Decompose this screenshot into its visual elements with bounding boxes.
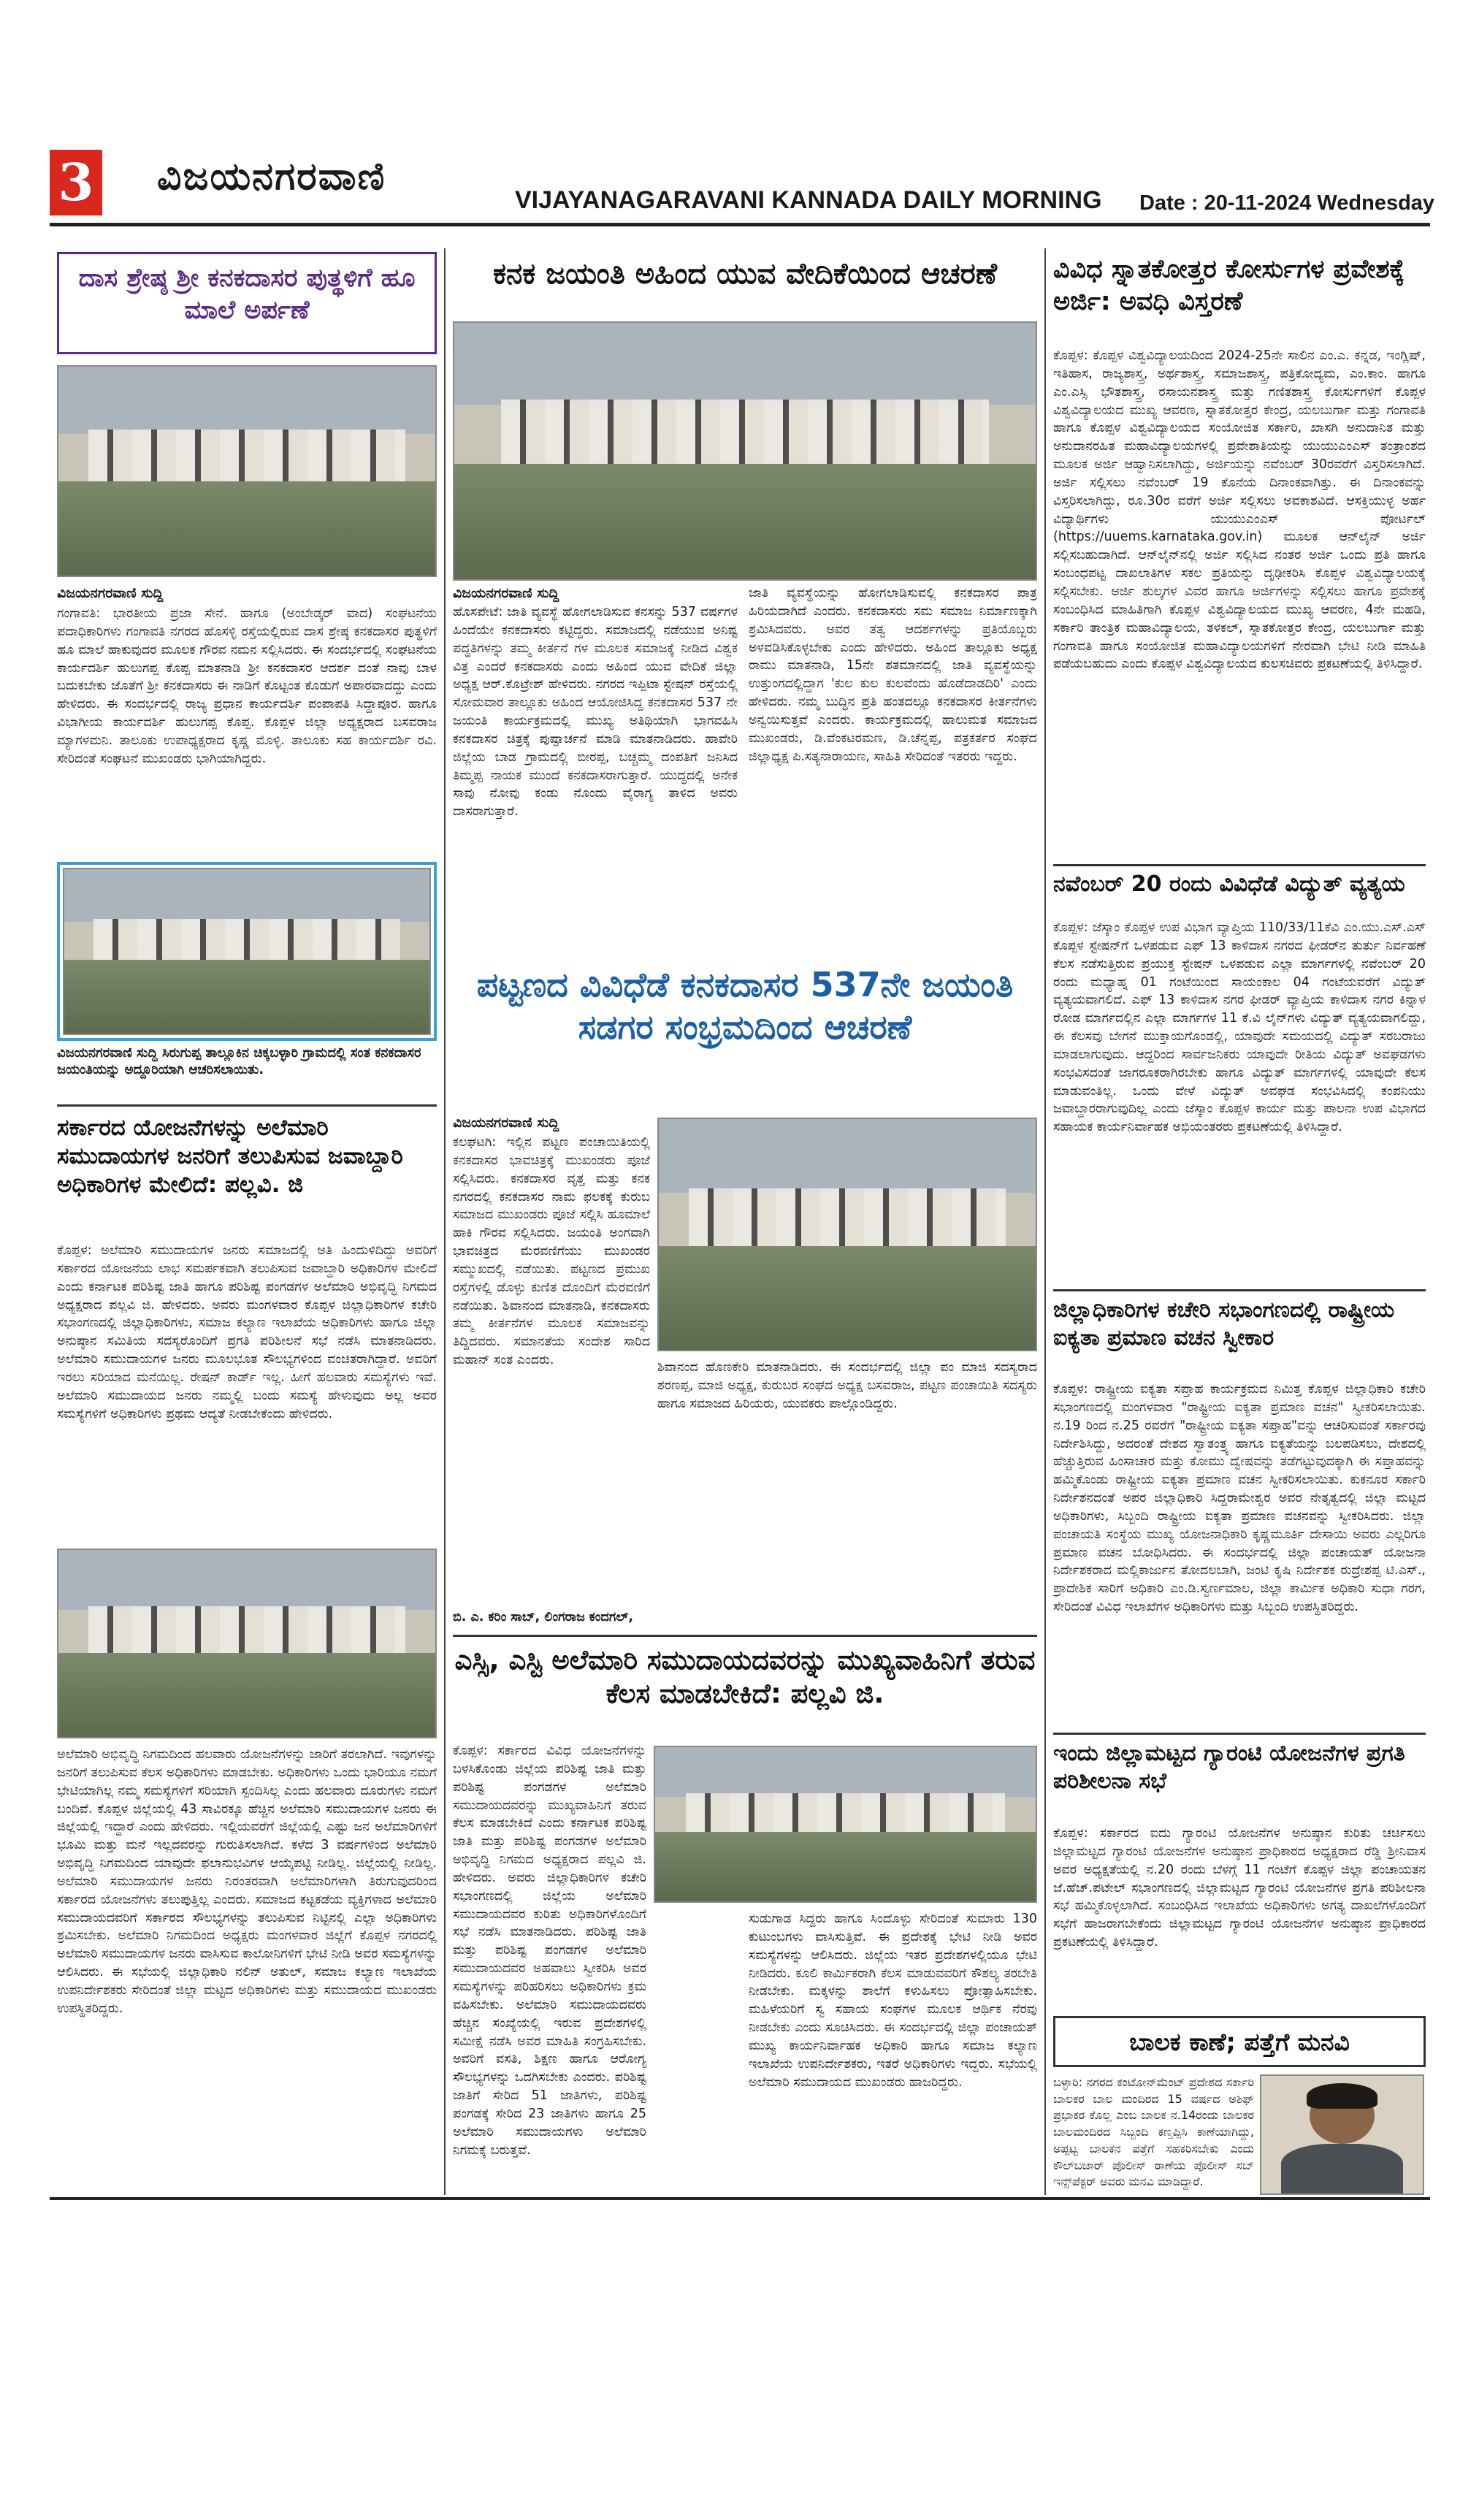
- article-headline: ವಿವಿಧ ಸ್ನಾತಕೋತ್ತರ ಕೋರ್ಸುಗಳ ಪ್ರವೇಶಕ್ಕೆ ಅರ್ಜಿ: ಅವಧಿ ವಿಸ್ತರಣೆ: [1053, 255, 1405, 316]
- article-body-continued: ಜಾತಿ ವ್ಯವಸ್ಥೆಯನ್ನು ಹೋಗಲಾಡಿಸುವಲ್ಲಿ ಕನಕದಾಸರ ಪಾತ್ರ ಹಿರಿಯದಾಗಿದೆ ಎಂದರು. ಕನಕದಾಸರು ಸಮ ಸಮಾಜ ನಿರ್ಮಾಣಕ್ಕಾಗಿ ಶ್ರಮಿಸಿದವರು. ಅವರ ತತ್ವ ಆದರ್ಶಗಳನ್ನು ಪ್ರತಿಯೊಬ್ಬರು ಅಳವಡಿಸಿಕೊಳ್ಳಬೇಕು ಎಂದು ಹೇಳಿದರು. ಅಹಿಂದ ತಾಲ್ಲೂಕು ಅಧ್ಯಕ್ಷ ರಾಮು ಮಾತನಾಡಿ, 15ನೇ ಶತಮಾನದಲ್ಲಿ ಜಾತಿ ವ್ಯವಸ್ಥೆಯನ್ನು ಉತ್ತುಂಗದಲ್ಲಿದ್ದಾಗ 'ಕುಲ ಕುಲ ಕುಲವೆಂದು ಹೊಡೆದಾಡದಿರಿ' ಎಂದು ಹೇಳಿದರು. ನಮ್ಮ ಬುದ್ಧಿನ ಪ್ರತಿ ಹಂತದಲ್ಲೂ ಕನಕದಾಸರ ಕೀರ್ತನೆಗಳು ಅನ್ವಯಿಸುತ್ತವೆ ಎಂದರು. ಕಾರ್ಯಕ್ರಮದಲ್ಲಿ ಹಾಲುಮತ ಸಮಾಜದ ಮುಖಂಡರು, ಡಿ.ವೆಂಕಟರಮಣ, ಡಿ.ಚೆನ್ನಪ್ಪ, ಪತ್ರಕರ್ತರ ಸಂಘದ ಜಿಲ್ಲಾಧ್ಯಕ್ಷ ಪಿ.ಸತ್ಯನಾರಾಯಣ, ಸಾಹಿತಿ ಸೇರಿದಂತೆ ಇತರರು ಇದ್ದರು.: [749, 586, 1037, 764]
- photo-town-celebration: [657, 1118, 1037, 1351]
- photo-statue-garland: [57, 365, 437, 577]
- article-separator: [1053, 1289, 1426, 1291]
- article-body-continued: ಶಿವಾನಂದ ಹೊಣಕೇರಿ ಮಾತನಾಡಿದರು. ಈ ಸಂದರ್ಭದಲ್ಲಿ ಜಿಲ್ಲಾ ಪಂ ಮಾಜಿ ಸದಸ್ಯರಾದ ಶರಣಪ್ಪ, ಮಾಜಿ ಅಧ್ಯಕ್ಷ, ಕುರುಬರ ಸಂಘದ ಅಧ್ಯಕ್ಷ ಬಸವರಾಜ, ಪಟ್ಟಣ ಪಂಚಾಯಿತಿ ಸದಸ್ಯರು ಹಾಗೂ ಸಮಾಜದ ಹಿರಿಯರು, ಯುವಕರು ಪಾಲ್ಗೊಂಡಿದ್ದರು.: [657, 1360, 1037, 1411]
- article-body: ಬಳ್ಳಾರಿ: ನಗರದ ಕಂಟೋನ್‌ಮೆಂಟ್ ಪ್ರದೇಶದ ಸರ್ಕಾರಿ ಬಾಲಕರ ಬಾಲ ಮಂದಿರದ 15 ವರ್ಷದ ಅಶಿಫ್ ಪ್ರಭಾಕರ ಕೊಲ್ಲ ಎಂಬ ಬಾಲಕ ನ.14ರಂದು ಬಾಲಕರ ಬಾಲಮಂದಿರದ ಸಿಬ್ಬಂದಿ ಕಣ್ತಪ್ಪಿಸಿ ಕಾಣೆಯಾಗಿದ್ದು, ಅಪ್ಪಟ್ಟ ಬಾಲಕನ ಪತ್ತೆಗೆ ಸಹಕರಿಸಬೇಕು ಎಂದು ಕೌಲ್‌ಬಜಾರ್ ಪೊಲೀಸ್ ಠಾಣೆಯ ಪೊಲೀಸ್ ಸಬ್ ಇನ್ಸ್‌ಪೆಕ್ಟರ್ ಅವರು ಮನವಿ ಮಾಡಿದ್ದಾರೆ.: [1053, 2075, 1254, 2189]
- photo-jayanti-children: [57, 862, 437, 1041]
- article-headline: ಜಿಲ್ಲಾಧಿಕಾರಿಗಳ ಕಚೇರಿ ಸಭಾಂಗಣದಲ್ಲಿ ರಾಷ್ಟ್ರೀಯ ಐಕ್ಯತಾ ಪ್ರಮಾಣ ವಚನ ಸ್ವೀಕಾರ: [1053, 1297, 1395, 1351]
- article-body: ಕೊಪ್ಪಳ: ಸರ್ಕಾರದ ಐದು ಗ್ಯಾರಂಟಿ ಯೋಜನೆಗಳ ಅನುಷ್ಠಾನ ಕುರಿತು ಚರ್ಚಿಸಲು ಜಿಲ್ಲಾಮಟ್ಟದ ಗ್ಯಾರಂಟಿ ಯೋಜನೆಗಳ ಅನುಷ್ಠಾನ ಪ್ರಾಧಿಕಾರದ ಅಧ್ಯಕ್ಷರಾದ ರೆಡ್ಡಿ ಶ್ರೀನಿವಾಸ ಅವರ ಅಧ್ಯಕ್ಷತೆಯಲ್ಲಿ ನ.20 ರಂದು ಬೆಳಗ್ಗೆ 11 ಗಂಟೆಗೆ ಕೊಪ್ಪಳ ಜಿಲ್ಲಾ ಪಂಚಾಯತನ ಜೆ.ಹೆಚ್.ಪಟೇಲ್ ಸಭಾಂಗಣದಲ್ಲಿ ಜಿಲ್ಲಾಮಟ್ಟದ ಗ್ಯಾರಂಟಿ ಯೋಜನೆಗಳ ಪ್ರಗತಿ ಪರಿಶೀಲನಾ ಸಭೆ ಹಮ್ಮಿಕೊಳ್ಳಲಾಗಿದೆ. ಸಂಬಂಧಿಸಿದ ಇಲಾಖೆಯ ಅಧಿಕಾರಿಗಳು ಅಗತ್ಯ ದಾಖಲೆಗಳೊಂದಿಗೆ ಸಭೆಗೆ ಹಾಜರಾಗಬೇಕೆಂದು ಜಿಲ್ಲಾಮಟ್ಟದ ಗ್ಯಾರಂಟಿ ಯೋಜನೆಗಳ ಅನುಷ್ಠಾನ ಪ್ರಾಧಿಕಾರದ ಪ್ರಕಟಣೆಯಲ್ಲಿ ತಿಳಿಸಿದ್ದಾರೆ.: [1053, 1826, 1426, 1950]
- photo-missing-boy: [1260, 2074, 1424, 2195]
- byline: ವಿಜಯನಗರವಾಣಿ ಸುದ್ದಿ: [453, 585, 559, 601]
- article-body: ಕಲಘಟಗಿ: ಇಲ್ಲಿನ ಪಟ್ಟಣ ಪಂಚಾಯಿತಿಯಲ್ಲಿ ಕನಕದಾಸರ ಭಾವಚಿತ್ರಕ್ಕೆ ಮುಖಂಡರು ಪೂಜೆ ಸಲ್ಲಿಸಿದರು. ಕನಕದಾಸರ ವೃತ್ತ ಮತ್ತು ಕನಕ ನಗರದಲ್ಲಿ ಕನಕದಾಸರ ನಾಮ ಫಲಕಕ್ಕೆ ಕುರುಬ ಸಮಾಜದ ಮುಖಂಡರು ಪೂಜೆ ಸಲ್ಲಿಸಿ ಹೂಮಾಲೆ ಹಾಕಿ ಗೌರವ ಸಲ್ಲಿಸಿದರು. ಜಯಂತಿ ಅಂಗವಾಗಿ ಭಾವಚಿತ್ರದ ಮೆರವಣಿಗೆಯು ಮುಖಂಡರ ಸಮ್ಮುಖದಲ್ಲಿ ನಡೆಯಿತು. ಪಟ್ಟಣದ ಪ್ರಮುಖ ರಸ್ತೆಗಳಲ್ಲಿ ಡೊಳ್ಳು ಕುಣಿತ ದೊಂದಿಗೆ ಮೆರವಣಿಗೆ ನಡೆಯಿತು. ಶಿವಾನಂದ ಮಾತನಾಡಿ, ಕನಕದಾಸರು ತಮ್ಮ ಕೀರ್ತನೆಗಳ ಮೂಲಕ ಸಮಾಜವನ್ನು ತಿದ್ದಿದವರು. ಸಮಾನತೆಯ ಸಂದೇಶ ಸಾರಿದ ಮಹಾನ್ ಸಂತ ಎಂದರು.: [453, 1135, 650, 1368]
- bottom-rule: [50, 2197, 1430, 2200]
- article-body: ಕೊಪ್ಪಳ: ಸರ್ಕಾರದ ವಿವಿಧ ಯೋಜನೆಗಳನ್ನು ಬಳಸಿಕೊಂಡು ಜಿಲ್ಲೆಯ ಪರಿಶಿಷ್ಟ ಜಾತಿ ಮತ್ತು ಪರಿಶಿಷ್ಟ ಪಂಗಡಗಳ ಅಲೆಮಾರಿ ಸಮುದಾಯದವರನ್ನು ಮುಖ್ಯವಾಹಿನಿಗೆ ತರುವ ಕೆಲಸ ಮಾಡಬೇಕಿದೆ ಎಂದು ಕರ್ನಾಟಕ ಪರಿಶಿಷ್ಟ ಜಾತಿ ಮತ್ತು ಪರಿಶಿಷ್ಟ ಪಂಗಡಗಳ ಅಲೆಮಾರಿ ಅಭಿವೃದ್ಧಿ ನಿಗಮದ ಅಧ್ಯಕ್ಷರಾದ ಪಲ್ಲವಿ ಜಿ. ಹೇಳಿದರು. ಅವರು ಜಿಲ್ಲಾಧಿಕಾರಿಗಳ ಕಚೇರಿ ಸಭಾಂಗಣದಲ್ಲಿ ಜಿಲ್ಲೆಯ ಅಲೆಮಾರಿ ಸಮುದಾಯದವರ ಕುರಿತು ಅಧಿಕಾರಿಗಳೊಂದಿಗೆ ಸಭೆ ನಡೆಸಿ ಮಾತನಾಡಿದರು. ಪರಿಶಿಷ್ಟ ಜಾತಿ ಮತ್ತು ಪರಿಶಿಷ್ಟ ಪಂಗಡಗಳ ಅಲೆಮಾರಿ ಸಮುದಾಯದವರ ಅಹವಾಲು ಸ್ವೀಕರಿಸಿ ಅವರ ಸಮಸ್ಯೆಗಳನ್ನು ಪರಿಹರಿಸಲು ಅಧಿಕಾರಿಗಳು ಕ್ರಮ ವಹಿಸಬೇಕು. ಅಲೆಮಾರಿ ಸಮುದಾಯದವರು ಹೆಚ್ಚಿನ ಸಂಖ್ಯೆಯಲ್ಲಿ ಇರುವ ಪ್ರದೇಶಗಳಲ್ಲಿ ಸಮೀಕ್ಷೆ ನಡೆಸಿ ಅವರ ಮಾಹಿತಿ ಸಂಗ್ರಹಿಸಬೇಕು. ಅವರಿಗೆ ವಸತಿ, ಶಿಕ್ಷಣ ಹಾಗೂ ಆರೋಗ್ಯ ಸೌಲಭ್ಯಗಳನ್ನು ಒದಗಿಸಬೇಕು ಎಂದರು. ಪರಿಶಿಷ್ಟ ಜಾತಿಗೆ ಸೇರಿದ 51 ಜಾತಿಗಳು, ಪರಿಶಿಷ್ಟ ಪಂಗಡಕ್ಕೆ ಸೇರಿದ 23 ಜಾತಿಗಳು ಹಾಗೂ 25 ಅಲೆಮಾರಿ ಸಮುದಾಯಗಳು ಅಲೆಮಾರಿ ನಿಗಮಕ್ಕೆ ಬರುತ್ತವೆ.: [453, 1744, 646, 2158]
- column-divider: [444, 248, 446, 2195]
- column-divider: [1044, 248, 1046, 2195]
- article-headline: ಎಸ್ಸಿ, ಎಸ್ಟಿ ಅಲೆಮಾರಿ ಸಮುದಾಯದವರನ್ನು ಮುಖ್ಯವಾಹಿನಿಗೆ ತರುವ ಕೆಲಸ ಮಾಡಬೇಕಿದೆ: ಪಲ್ಲವಿ ಜಿ.: [454, 1644, 1036, 1710]
- article-separator: [57, 1104, 437, 1107]
- article-headline: ಕನಕ ಜಯಂತಿ ಅಹಿಂದ ಯುವ ವೇದಿಕೆಯಿಂದ ಆಚರಣೆ: [493, 257, 997, 291]
- article-body: ಗಂಗಾವತಿ: ಭಾರತೀಯ ಪ್ರಜಾ ಸೇನೆ. ಹಾಗೂ (ಅಂಬೇಡ್ಕರ್ ವಾದ) ಸಂಘಟನೆಯ ಪದಾಧಿಕಾರಿಗಳು ಗಂಗಾವತಿ ನಗರದ ಹೊಸಳ್ಳಿ ರಸ್ತೆಯಲ್ಲಿರುವ ದಾಸ ಶ್ರೇಷ್ಠ ಕನಕದಾಸರ ಪುತ್ಥಳಿಗೆ ಹೂ ಮಾಲೆ ಹಾಕುವುದರ ಮೂಲಕ ಗೌರವ ನಮನ ಸಲ್ಲಿಸಿದರು. ಈ ಸಂದರ್ಭದಲ್ಲಿ ಸಂಘಟನೆಯ ಕಾರ್ಯದರ್ಶಿ ಹುಲುಗಪ್ಪ ಕೊಪ್ಪ ಮಾತನಾಡಿ ಶ್ರೀ ಕನಕದಾಸರ ಆದರ್ಶ ದಂತೆ ನಾವು ಬಾಳ ಬದುಕಬೇಕು ಜೊತೆಗೆ ಶ್ರೀ ಕನಕದಾಸರು ಈ ನಾಡಿಗೆ ಕೊಟ್ಟಂತ ಕೊಡುಗೆ ಅಪಾರವಾದದ್ದು ಎಂದು ಹೇಳಿದರು. ಈ ಸಂದರ್ಭದಲ್ಲಿ ರಾಜ್ಯ ಪ್ರಧಾನ ಕಾರ್ಯದರ್ಶಿ ಪಂಪಾಪತಿ ಸಿದ್ದಾಪೂರ. ಹಾಗೂ ವಿಭಾಗೀಯ ಕಾರ್ಯದರ್ಶಿ ಹುಲುಗಪ್ಪ ಕೊಪ್ಪ. ಕೊಪ್ಪಳ ಜಿಲ್ಲಾ ಅಧ್ಯಕ್ಷರಾದ ಬಸವರಾಜ ಮ್ಯಾಗಳಮನಿ. ತಾಲೂಕು ಉಪಾಧ್ಯಕ್ಷರಾದ ಕೃಷ್ಣ ಮೊಳ್ಳಿ. ತಾಲೂಕು ಸಹ ಕಾರ್ಯದರ್ಶಿ ರವಿ. ಸೇರಿದಂತೆ ಸಂಘಟನೆ ಮುಖಂಡರು ಭಾಗಿಯಾಗಿದ್ದರು.: [57, 606, 437, 766]
- article-headline: ನವೆಂಬರ್ 20 ರಂದು ವಿವಿಧೆಡೆ ವಿದ್ಯುತ್ ವ್ಯತ್ಯಯ: [1053, 871, 1405, 897]
- newspaper-title-kannada: ವಿಜಯನಗರವಾಣಿ: [157, 155, 386, 199]
- article-body: ಹೊಸಪೇಟೆ: ಜಾತಿ ವ್ಯವಸ್ಥೆ ಹೋಗಲಾಡಿಸುವ ಕನಸನ್ನು 537 ವರ್ಷಗಳ ಹಿಂದೆಯೇ ಕನಕದಾಸರು ಕಟ್ಟಿದ್ದರು. ಸಮಾಜದಲ್ಲಿ ನಡೆಯುವ ಅನಿಷ್ಟ ಪದ್ಧತಿಗಳನ್ನು ತಮ್ಮ ಕೀರ್ತನೆ ಗಳ ಮೂಲಕ ಸಮಾಜಕ್ಕೆ ನೀಡಿದ ವಿಶ್ವಕ ವಿತ್ರ ಎಂದರೆ ಕನಕದಾಸರು ಎಂದು ಅಹಿಂದ ಯುವ ವೇದಿಕೆ ಜಿಲ್ಲಾ ಅಧ್ಯಕ್ಷ ಆರ್.ಕೊಟ್ರೇಶ್ ಹೇಳಿದರು. ನಗರದ ಇಪ್ಪಿಟಾ ಸ್ಟೇಷನ್ ರಸ್ತೆಯಲ್ಲಿ ಸೋಮವಾರ ತಾಲ್ಲೂಕು ಅಹಿಂದ ಆಯೋಜಿಸಿದ್ದ ಕನಕದಾಸರ 537 ನೇ ಜಯಂತಿ ಕಾರ್ಯಕ್ರಮದಲ್ಲಿ ಮುಖ್ಯ ಅತಿಥಿಯಾಗಿ ಭಾಗವಹಿಸಿ ಕನಕದಾಸರ ಚಿತ್ರಕ್ಕೆ ಪುಷ್ಪಾರ್ಚನೆ ಮಾಡಿ ಮಾತನಾಡಿದರು. ಹಾವೇರಿ ಜಿಲ್ಲೆಯ ಬಾಡ ಗ್ರಾಮದಲ್ಲಿ ಬೀರಪ್ಪ, ಬಚ್ಚಮ್ಮ ದಂಪತಿಗೆ ಜನಿಸಿದ ತಿಮ್ಮಪ್ಪ ನಾಯಕ ಮುಂದೆ ಕನಕದಾಸರಾಗುತ್ತಾರೆ. ಯುದ್ಧದಲ್ಲಿ ಅನೇಕ ಸಾವು ನೋವು ಕಂಡು ನೊಂದು ವೈರಾಗ್ಯ ತಾಳಿದ ಅವರು ದಾಸರಾಗುತ್ತಾರೆ.: [453, 605, 738, 820]
- article-body-continued: ಸುಡುಗಾಡ ಸಿದ್ದರು ಹಾಗೂ ಸಿಂದೊಳ್ಳು ಸೇರಿದಂತೆ ಸುಮಾರು 130 ಕುಟುಂಬಗಳು ವಾಸಿಸುತ್ತಿವೆ. ಈ ಪ್ರದೇಶಕ್ಕೆ ಭೇಟಿ ನೀಡಿ ಅವರ ಸಮಸ್ಯೆಗಳನ್ನು ಆಲಿಸಿದರು. ಜಿಲ್ಲೆಯ ಇತರ ಪ್ರದೇಶಗಳಲ್ಲಿಯೂ ಭೇಟಿ ನೀಡಿದರು. ಕೂಲಿ ಕಾರ್ಮಿಕರಾಗಿ ಕೆಲಸ ಮಾಡುವವರಿಗೆ ಕೌಶಲ್ಯ ತರಬೇತಿ ನೀಡಬೇಕು. ಮಕ್ಕಳನ್ನು ಶಾಲೆಗೆ ಕಳುಹಿಸಲು ಪ್ರೋತ್ಸಾಹಿಸಬೇಕು. ಮಹಿಳೆಯರಿಗೆ ಸ್ವ ಸಹಾಯ ಸಂಘಗಳ ಮೂಲಕ ಆರ್ಥಿಕ ನೆರವು ನೀಡಬೇಕು ಎಂದು ಸೂಚಿಸಿದರು. ಈ ಸಂದರ್ಭದಲ್ಲಿ ಜಿಲ್ಲಾ ಪಂಚಾಯತ್ ಮುಖ್ಯ ಕಾರ್ಯನಿರ್ವಾಹಕ ಅಧಿಕಾರಿ ಹಾಗೂ ಸಮಾಜ ಕಲ್ಯಾಣ ಇಲಾಖೆಯ ಉಪನಿರ್ದೇಶಕರು, ಇತರೆ ಅಧಿಕಾರಿಗಳು ಇದ್ದರು. ಸಭೆಯಲ್ಲಿ ಅಲೆಮಾರಿ ಸಮುದಾಯದ ಮುಖಂಡರು ಹಾಜರಿದ್ದರು.: [749, 1912, 1037, 2090]
- issue-date: Date : 20-11-2024 Wednesday: [1139, 191, 1435, 215]
- article-separator: [453, 1635, 1037, 1637]
- article-separator: [1053, 864, 1426, 866]
- article-separator: [1053, 1733, 1426, 1735]
- article-body: ಕೊಪ್ಪಳ: ರಾಷ್ಟ್ರೀಯ ಐಕ್ಯತಾ ಸಪ್ತಾಹ ಕಾರ್ಯಕ್ರಮದ ನಿಮಿತ್ತ ಕೊಪ್ಪಳ ಜಿಲ್ಲಾಧಿಕಾರಿ ಕಚೇರಿ ಸಭಾಂಗಣದಲ್ಲಿ ಮಂಗಳವಾರ "ರಾಷ್ಟ್ರೀಯ ಐಕ್ಯತಾ ಪ್ರಮಾಣ ವಚನ" ಸ್ವೀಕರಿಸಲಾಯಿತು. ನ.19 ರಿಂದ ನ.25 ರವರೆಗೆ "ರಾಷ್ಟ್ರೀಯ ಐಕ್ಯತಾ ಸಪ್ತಾಹ"ವನ್ನು ಆಚರಿಸುವಂತೆ ಸರ್ಕಾರವು ನಿರ್ದೇಶಿಸಿದ್ದು, ಅದರಂತೆ ದೇಶದ ಸ್ವಾತಂತ್ರ್ಯ ಹಾಗೂ ಐಕ್ಯತೆಯನ್ನು ಬಲಪಡಿಸಲು, ದೇಶದಲ್ಲಿ ಹೆಚ್ಚುತ್ತಿರುವ ಹಿಂಸಾಚಾರ ಮತ್ತು ಕೋಮು ದ್ವೇಷವನ್ನು ತಡೆಗಟ್ಟುವುದಕ್ಕಾಗಿ ಈ ಸಪ್ತಾಹವನ್ನು ಹಮ್ಮಿಕೊಂಡು ರಾಷ್ಟ್ರೀಯ ಐಕ್ಯತಾ ಪ್ರಮಾಣ ವಚನ ಸ್ವೀಕರಿಸಲಾಯಿತು. ಕುಕನೂರ ಸರ್ಕಾರಿ ನಿರ್ದೇಶನದಂತೆ ಅಪರ ಜಿಲ್ಲಾಧಿಕಾರಿ ಸಿದ್ದರಾಮೇಶ್ವರ ಅವರ ನೇತೃತ್ವದಲ್ಲಿ ಜಿಲ್ಲಾ ಮಟ್ಟದ ಅಧಿಕಾರಿಗಳು, ಸಿಬ್ಬಂದಿ ರಾಷ್ಟ್ರೀಯ ಐಕ್ಯತಾ ಪ್ರಮಾಣ ವಚನವನ್ನು ಸ್ವೀಕರಿಸಿದರು. ಜಿಲ್ಲಾ ಪಂಚಾಯತಿ ಸಂಸ್ಥೆಯ ಮುಖ್ಯ ಯೋಜನಾಧಿಕಾರಿ ಕೃಷ್ಣಮೂರ್ತಿ ದೇಸಾಯಿ ಅವರು ಎಲ್ಲರಿಗೂ ಪ್ರಮಾಣ ವಚನ ಬೋಧಿಸಿದರು. ಈ ಸಂದರ್ಭದಲ್ಲಿ ಜಿಲ್ಲಾ ಪಂಚಾಯತ್ ಯೋಜನಾ ನಿರ್ದೇಶಕರಾದ ಮಲ್ಲಿಕಾರ್ಜುನ ತೋದಲಬಾಗಿ, ಜಂಟಿ ಕೃಷಿ ನಿರ್ದೇಶಕ ರುದ್ರೇಶಪ್ಪ ಟಿ.ಎಸ್., ಪ್ರಾದೇಶಿಕ ಸಾರಿಗೆ ಅಧಿಕಾರಿ ಎಂ.ಡಿ.ಸ್ವರ್ಣಮಾಲ, ಜಿಲ್ಲಾ ಕಾರ್ಮಿಕ ಅಧಿಕಾರಿ ಸುಧಾ ಗರಗ, ಸೇರಿದಂತೆ ವಿವಿಧ ಇಲಾಖೆಗಳ ಅಧಿಕಾರಿಗಳು ಮತ್ತು ಸಿಬ್ಬಂದಿ ಉಪಸ್ಥಿತರಿದ್ದರು.: [1053, 1382, 1426, 1615]
- photo-pallavi-press-meet: [654, 1746, 1037, 1903]
- photo-officers-meeting: [57, 1549, 437, 1738]
- article-body: ಕೊಪ್ಪಳ: ಕೊಪ್ಪಳ ವಿಶ್ವವಿದ್ಯಾಲಯದಿಂದ 2024-25ನೇ ಸಾಲಿನ ಎಂ.ಎ. ಕನ್ನಡ, ಇಂಗ್ಲಿಷ್, ಇತಿಹಾಸ, ರಾಜ್ಯಶಾಸ್ತ್ರ, ಅರ್ಥಶಾಸ್ತ್ರ, ಸಮಾಜಶಾಸ್ತ್ರ, ಪತ್ರಿಕೋದ್ಯಮ, ಎಂ.ಕಾಂ. ಹಾಗೂ ಎಂ.ಎಸ್ಸಿ ಭೌತಶಾಸ್ತ್ರ, ರಸಾಯನಶಾಸ್ತ್ರ ಮತ್ತು ಗಣಿತಶಾಸ್ತ್ರ ಕೋರ್ಸುಗಳಿಗೆ ಕೊಪ್ಪಳ ವಿಶ್ವವಿದ್ಯಾಲಯದ ಮುಖ್ಯ ಆವರಣ, ಸ್ನಾತಕೋತ್ತರ ಕೇಂದ್ರ, ಯಲಬುರ್ಗಾ ಮತ್ತು ಗಂಗಾವತಿ ಹಾಗೂ ಕೊಪ್ಪಳ ವಿಶ್ವವಿದ್ಯಾಲಯದ ಸಂಯೋಜಿತ ಸರ್ಕಾರಿ, ಖಾಸಗಿ ಅನುದಾನಿತ ಮತ್ತು ಅನುದಾನರಹಿತ ಮಹಾವಿದ್ಯಾಲಯಗಳಲ್ಲಿ ಪ್ರವೇಶಾತಿಯನ್ನು ಯುಯುಎಂಎಸ್ ತಂತ್ರಾಂಶದ ಮೂಲಕ ಅರ್ಜಿ ಆಹ್ವಾನಿಸಲಾಗಿದ್ದು, ಅರ್ಜಿಯನ್ನು ನವೆಂಬರ್ 30ರವರೆಗೆ ವಿಸ್ತರಿಸಲಾಗಿದೆ. ಅರ್ಜಿ ಸಲ್ಲಿಸಲು ನವೆಂಬರ್ 19 ಕೊನೆಯ ದಿನಾಂಕವಾಗಿತ್ತು. ಈ ದಿನಾಂಕವನ್ನು ವಿಸ್ತರಿಸಲಾಗಿದ್ದು, ರೂ.30ರ ವರೆಗೆ ಅರ್ಜಿ ಸಲ್ಲಿಸಲು ಅವಕಾಶವಿದೆ. ಆಸಕ್ತಿಯುಳ್ಳ ಅರ್ಹ ವಿದ್ಯಾರ್ಥಿಗಳು ಯುಯುಎಂಎಸ್ ಪೋರ್ಟಲ್ (https://uuems.karnataka.gov.in) ಮೂಲಕ ಆನ್‌ಲೈನ್ ಅರ್ಜಿ ಸಲ್ಲಿಸಬಹುದಾಗಿದೆ. ಆನ್‌ಲೈನ್‌ನಲ್ಲಿ ಅರ್ಜಿ ಸಲ್ಲಿಸಿದ ನಂತರ ಅರ್ಜಿ ಒಂದು ಪ್ರತಿ ಹಾಗೂ ಸಂಬಂಧಪಟ್ಟ ದಾಖಲಾತಿಗಳ ಸಕಲ ಪ್ರತಿಯನ್ನು ದೃಢೀಕರಿಸಿ ಕೊಪ್ಪಳ ವಿಶ್ವವಿದ್ಯಾಲಯಕ್ಕೆ ಸಲ್ಲಿಸಬೇಕು. ಅರ್ಜಿ ಶುಲ್ಕಗಳ ವಿವರ ಹಾಗೂ ಅರ್ಜಿಗಳನ್ನು ಸಲ್ಲಿಸಲು ಹಾಗೂ ಪ್ರವೇಶಕ್ಕೆ ಸಂಬಂಧಿಸಿದ ಮಾಹಿತಿಗಾಗಿ ಕೊಪ್ಪಳ ವಿಶ್ವವಿದ್ಯಾಲಯದ ಮುಖ್ಯ ಆವರಣ, 4ನೇ ಮಹಡಿ, ಸರ್ಕಾರಿ ತಾಂತ್ರಿಕ ಮಹಾವಿದ್ಯಾಲಯ, ತಳಕಲ್, ಸ್ನಾತಕೋತ್ತರ ಕೇಂದ್ರ, ಯಲಬುರ್ಗಾ ಮತ್ತು ಗಂಗಾವತಿ ಹಾಗೂ ಸಂಯೋಜಿತ ಮಹಾವಿದ್ಯಾಲಯಗಳಿಗೆ ನೇರವಾಗಿ ಭೇಟಿ ನೀಡಿ ಮಾಹಿತಿ ಪಡೆಯಬಹುದು ಎಂದು ಕೊಪ್ಪಳ ವಿಶ್ವವಿದ್ಯಾಲಯದ ಕುಲಸಚಿವರು ಪ್ರಕಟಣೆಯಲ್ಲಿ ತಿಳಿಸಿದ್ದಾರೆ.: [1053, 348, 1426, 672]
- photo-caption: ವಿಜಯನಗರವಾಣಿ ಸುದ್ದಿ ಸಿರುಗುಪ್ಪ ತಾಲ್ಲೂಕಿನ ಚಿಕ್ಕಬಳ್ಳಾರಿ ಗ್ರಾಮದಲ್ಲಿ ಸಂತ ಕನಕದಾಸರ ಜಯಂತಿಯನ್ನು ಅದ್ದೂರಿಯಾಗಿ ಆಚರಿಸಲಾಯಿತು.: [57, 1045, 421, 1078]
- article-headline: ಇಂದು ಜಿಲ್ಲಾಮಟ್ಟದ ಗ್ಯಾರಂಟಿ ಯೋಜನೆಗಳ ಪ್ರಗತಿ ಪರಿಶೀಲನಾ ಸಭೆ: [1053, 1741, 1405, 1794]
- masthead-rule: [50, 223, 1430, 226]
- byline: ವಿಜಯನಗರವಾಣಿ ಸುದ್ದಿ: [57, 585, 164, 601]
- page-number: 3: [50, 150, 102, 215]
- article-footer-names: ಬಿ. ಎ. ಕರಿಂ ಸಾಬ್, ಲಿಂಗರಾಜ ಕಂದಗಲ್,: [453, 1610, 633, 1624]
- article-body-continued: ಅಲೆಮಾರಿ ಅಭಿವೃದ್ಧಿ ನಿಗಮದಿಂದ ಹಲವಾರು ಯೋಜನೆಗಳನ್ನು ಜಾರಿಗೆ ತರಲಾಗಿದೆ. ಇವುಗಳನ್ನು ಜನರಿಗೆ ತಲುಪಿಸುವ ಕೆಲಸ ಅಧಿಕಾರಿಗಳು ಮಾಡಬೇಕು. ಅಧಿಕಾರಿಗಳು ಒಂದು ಭಾರಿಯೂ ನಮಗೆ ಭೇಟಿಯಾಗಿಲ್ಲ ನಮ್ಮ ಸಮಸ್ಯೆಗಳಿಗೆ ಸರಿಯಾಗಿ ಸ್ಪಂದಿಸಿಲ್ಲ ಎಂದು ಹಲವಾರು ದೂರುಗಳು ನಮಗೆ ಬಂದಿವೆ. ಕೊಪ್ಪಳ ಜಿಲ್ಲೆಯಲ್ಲಿ 43 ಸಾವಿರಕ್ಕೂ ಹೆಚ್ಚಿನ ಅಲೆಮಾರಿ ಸಮುದಾಯಗಳ ಜನರು ಈ ಜಿಲ್ಲೆಯಲ್ಲಿ ಇದ್ದಾರೆ ಎಂದು ಹೇಳಿದರು. ಇಲ್ಲಿಯವರೆಗೆ ಜಿಲ್ಲೆಯಲ್ಲಿ ಎಷ್ಟು ಜನ ಅಲೆಮಾರಿಗಳಿಗೆ ಭೂಮಿ ಮತ್ತು ಮನೆ ಇಲ್ಲದವರನ್ನು ಗುರುತಿಸಲಾಗಿದೆ. ಕಳೆದ 3 ವರ್ಷಗಳಿಂದ ಅಲೆಮಾರಿ ಅಭಿವೃದ್ಧಿ ನಿಗಮದಿಂದ ಯಾವುದೇ ಫಲಾನುಭವಿಗಳ ಆಯ್ಕೆಪಟ್ಟಿ ನೀಡಿಲ್ಲ. ಜಿಲ್ಲೆಯಲ್ಲಿ ನೀಡಿಲ್ಲ. ಅಲೆಮಾರಿ ಸಮುದಾಯಗಳ ಜನರು ನಿರಂತರವಾಗಿ ಅಲೆಮಾರಿಗಳಾಗಿ ತಿರುಗುವುದರಿಂದ ಸರ್ಕಾರದ ಯೋಜನೆಗಳು ತಲುಪುತ್ತಿಲ್ಲ ಎಂದರು. ಸಮಾಜದ ಕಟ್ಟಕಡೆಯ ವ್ಯಕ್ತಿಗಳಾದ ಅಲೆಮಾರಿ ಸಮುದಾಯದವರಿಗೆ ಸರ್ಕಾರದ ಸೌಲಭ್ಯಗಳನ್ನು ತಲುಪಿಸುವ ನಿಟ್ಟಿನಲ್ಲಿ ಎಲ್ಲಾ ಅಧಿಕಾರಿಗಳು ಶ್ರಮಿಸಬೇಕು. ಅಲೆಮಾರಿ ನಿಗಮದಿಂದ ಅಧ್ಯಕ್ಷರು ಮಂಗಳವಾರ ಜಿಲ್ಲೆಗೆ ಕೊಪ್ಪಳ ನಗರದಲ್ಲಿ ಅಲೆಮಾರಿ ಸಮುದಾಯಗಳ ಜನರು ವಾಸಿಸುವ ಕಾಲೋನಿಗಳಿಗೆ ಭೇಟಿ ನೀಡಿ ಅವರ ಸಮಸ್ಯೆಗಳನ್ನು ಆಲಿಸಿದರು. ಈ ಸಭೆಯಲ್ಲಿ ಜಿಲ್ಲಾಧಿಕಾರಿ ನಲಿನ್ ಅತುಲ್, ಸಮಾಜ ಕಲ್ಯಾಣ ಇಲಾಖೆಯ ಉಪನಿರ್ದೇಶಕರು ಸೇರಿದಂತೆ ಜಿಲ್ಲಾ ಮಟ್ಟದ ಅಧಿಕಾರಿಗಳು ಮತ್ತು ಸಮುದಾಯದ ಮುಖಂಡರು ಉಪಸ್ಥಿತರಿದ್ದರು.: [57, 1747, 437, 2016]
- newspaper-title-english: VIJAYANAGARAVANI KANNADA DAILY MORNING: [515, 186, 1102, 214]
- article-headline: ಪಟ್ಟಣದ ವಿವಿಧೆಡೆ ಕನಕದಾಸರ 537ನೇ ಜಯಂತಿ ಸಡಗರ ಸಂಭ್ರಮದಿಂದ ಆಚರಣೆ: [476, 965, 1014, 1047]
- article-headline: ಸರ್ಕಾರದ ಯೋಜನೆಗಳನ್ನು ಅಲೆಮಾರಿ ಸಮುದಾಯಗಳ ಜನರಿಗೆ ತಲುಪಿಸುವ ಜವಾಬ್ದಾರಿ ಅಧಿಕಾರಿಗಳ ಮೇಲಿದೆ: ಪಲ್ಲವಿ. ಜಿ: [57, 1115, 403, 1198]
- article-body: ಕೊಪ್ಪಳ: ಅಲೆಮಾರಿ ಸಮುದಾಯಗಳ ಜನರು ಸಮಾಜದಲ್ಲಿ ಅತಿ ಹಿಂದುಳಿದಿದ್ದು ಅವರಿಗೆ ಸರ್ಕಾರದ ಯೋಜನೆಯ ಲಾಭ ಸಮರ್ಪಕವಾಗಿ ತಲುಪಿಸುವ ಜವಾಬ್ದಾರಿ ಅಧಿಕಾರಿಗಳ ಮೇಲಿದೆ ಎಂದು ಕರ್ನಾಟಕ ಪರಿಶಿಷ್ಟ ಜಾತಿ ಹಾಗೂ ಪರಿಶಿಷ್ಟ ಪಂಗಡಗಳ ಅಲೆಮಾರಿ ಅಭಿವೃದ್ಧಿ ನಿಗಮದ ಅಧ್ಯಕ್ಷರಾದ ಪಲ್ಲವಿ ಜಿ. ಹೇಳಿದರು. ಅವರು ಮಂಗಳವಾರ ಕೊಪ್ಪಳ ಜಿಲ್ಲಾಧಿಕಾರಿಗಳ ಕಚೇರಿ ಸಭಾಂಗಣದಲ್ಲಿ ಜಿಲ್ಲಾಧಿಕಾರಿಗಳು, ಸಮಾಜ ಕಲ್ಯಾಣ ಇಲಾಖೆಯ ಅಧಿಕಾರಿಗಳು ಹಾಗೂ ಜಿಲ್ಲಾ ಅನುಷ್ಠಾನ ಸಮಿತಿಯ ಸದಸ್ಯರೊಂದಿಗೆ ಪ್ರಗತಿ ಪರಿಶೀಲನೆ ಸಭೆ ನಡೆಸಿ ಮಾತನಾಡಿದರು. ಅಲೆಮಾರಿ ಸಮುದಾಯಗಳ ಜನರು ಮೂಲಭೂತ ಸೌಲಭ್ಯಗಳಿಂದ ವಂಚಿತರಾಗಿದ್ದಾರೆ. ಅವರಿಗೆ ಇರಲು ಸರಿಯಾದ ಮನೆಯಿಲ್ಲ. ರೇಷನ್ ಕಾರ್ಡ್ ಇಲ್ಲ. ಹೀಗೆ ಹಲವಾರು ಸಮಸ್ಯೆಗಳು ಇವೆ. ಅಲೆಮಾರಿ ಸಮುದಾಯದ ಜನರು ನಮ್ಮಲ್ಲಿ ಬಂದು ಸಮಸ್ಯೆ ಹೇಳುವುದು ಅಲ್ಲ ಅವರ ಸಮಸ್ಯೆಗಳಿಗೆ ಅಧಿಕಾರಿಗಳು ಪ್ರಥಮ ಆದ್ಯತೆ ನೀಡಬೇಕೆಂದು ಹೇಳಿದರು.: [57, 1243, 437, 1421]
- photo-ahinda-celebration: [453, 321, 1037, 581]
- byline: ವಿಜಯನಗರವಾಣಿ ಸುದ್ದಿ: [453, 1115, 559, 1131]
- article-body: ಕೊಪ್ಪಳ: ಜೆಸ್ಕಾಂ ಕೊಪ್ಪಳ ಉಪ ವಿಭಾಗ ವ್ಯಾಪ್ತಿಯ 110/33/11ಕೆವಿ ಎಂ.ಯು.ಎಸ್.ಎಸ್ ಕೊಪ್ಪಳ ಸ್ಟೇಷನ್‌ಗೆ ಒಳಪಡುವ ಎಫ್ 13 ಕಾಳಿದಾಸ ನಗರದ ಫೀಡರ್‌ನ ತುರ್ತು ನಿರ್ವಹಣೆ ಕೆಲಸ ನಡೆಸುತ್ತಿರುವ ಪ್ರಯುಕ್ತ ಸ್ಟೇಷನ್ ಒಳಪಡುವ ಎಲ್ಲಾ ಮಾರ್ಗಗಳಲ್ಲಿ ನವೆಂಬರ್ 20 ರಂದು ಮಧ್ಯಾಹ್ನ 01 ಗಂಟೆಯಿಂದ ಸಾಯಂಕಾಲ 04 ಗಂಟೆಯವರೆಗೆ ವಿದ್ಯುತ್ ವ್ಯತ್ಯಯವಾಗಲಿದೆ. ಎಫ್ 13 ಕಾಳಿದಾಸ ನಗರ ಫೀಡರ್ ವ್ಯಾಪ್ತಿಯ ಕಾಳಿದಾಸ ನಗರ ಕಿನ್ನಾಳ ರೋಡ ಮಾರ್ಗದಲ್ಲಿನ ಎಲ್ಲಾ ಮಾರ್ಗಗಳ 11 ಕೆ.ವಿ ಲೈನ್‌ಗಳು ವಿದ್ಯುತ್ ವ್ಯತ್ಯಯವಾಗಲಿದ್ದು, ಈ ಕೆಲಸವು ಬೇಗನೆ ಮುಕ್ತಾಯಗೊಂಡಲ್ಲಿ, ಯಾವುದೇ ಸಮಯದಲ್ಲಿ ವಿದ್ಯುತ್ ಸರಬರಾಜು ಮಾಡಲಾಗುವುದು. ಆದ್ದರಿಂದ ಸಾರ್ವಜನಿಕರು ಯಾವುದೇ ರೀತಿಯ ವಿದ್ಯುತ್ ಅವಘಡಗಳು ಸಂಭವಿಸದಂತೆ ಜಾಗರೂಕರಾಗಿರಬೇಕು ಹಾಗೂ ವಿದ್ಯುತ್ ಮಾರ್ಗಗಳಲ್ಲಿ ಯಾವುದೇ ಕೆಲಸ ಮಾಡುವಂತಿಲ್ಲ. ಒಂದು ವೇಳೆ ವಿದ್ಯುತ್ ಅವಘಡ ಸಂಭವಿಸಿದಲ್ಲಿ ಕಂಪನಿಯು ಜವಾಬ್ದಾರರಾಗುವುದಿಲ್ಲ ಎಂದು ಜೆಸ್ಕಾಂ ಕೊಪ್ಪಳ ಕಾರ್ಯ ಮತ್ತು ಪಾಲನಾ ಉಪ ವಿಭಾಗದ ಸಹಾಯಕ ಕಾರ್ಯನಿರ್ವಾಹಕ ಅಭಿಯಂತರರು ಪ್ರಕಟಣೆಯಲ್ಲಿ ತಿಳಿಸಿದ್ದಾರೆ.: [1053, 920, 1426, 1135]
- article-headline: ಬಾಲಕ ಕಾಣೆ; ಪತ್ತೆಗೆ ಮನವಿ: [1053, 2016, 1426, 2067]
- article-headline: ದಾಸ ಶ್ರೇಷ್ಠ ಶ್ರೀ ಕನಕದಾಸರ ಪುತ್ಥಳಿಗೆ ಹೂ ಮಾಲೆ ಅರ್ಪಣೆ: [57, 252, 437, 354]
